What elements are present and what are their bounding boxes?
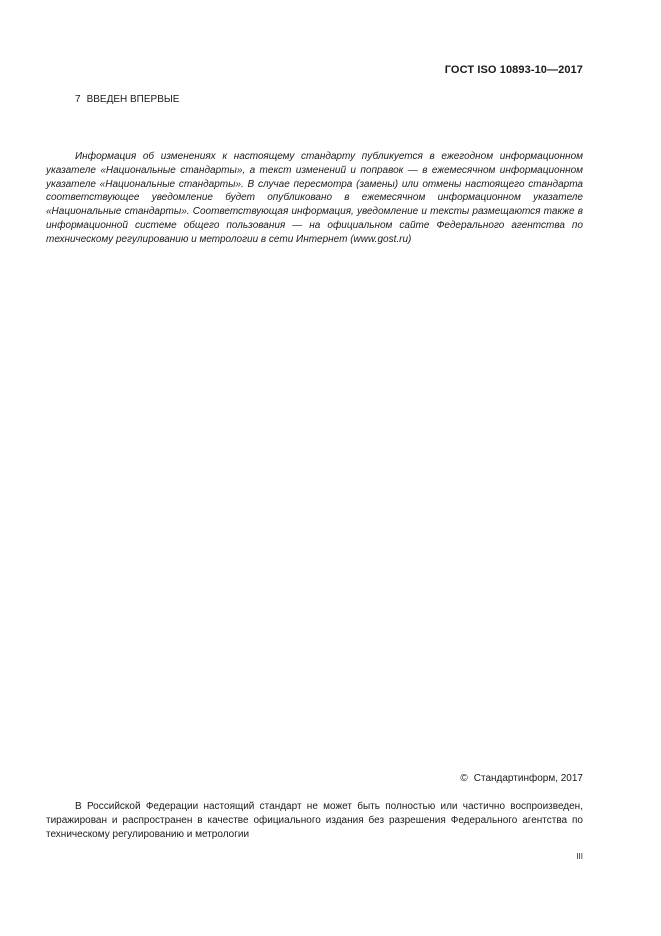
copyright-line xyxy=(460,773,583,784)
amendments-info-paragraph: Информация об изменениях к настоящему стандарту публикуется в ежегодном информационном указателе «Национальные стандарты», а текст изменений и поправок — в ежемесячном информационном указателе «Национальные стандарты». В случае пересмотра (замены) или отмены настоящего стандарта соответствующее уведомление будет опубликовано в ежемесячном информационном указателе «Национальные стандарты». Соответствующая информация, уведомление и тексты размещаются также в информационной системе общего пользования — на официальном сайте Федерального агентства по техническому регулированию и метрологии в сети Интернет (www.gost.ru) xyxy=(46,151,583,245)
document-code: ГОСТ ISO 10893-10—2017 xyxy=(444,64,583,76)
section-number: 7 xyxy=(75,94,81,105)
copyright-symbol: © xyxy=(460,773,468,784)
reproduction-rights-paragraph: В Российской Федерации настоящий стандарт не может быть полностью или частично воспроизведен, тиражирован и распространен в качестве официального издания без разрешения Федерального агентства по техническому регулированию и метрологии xyxy=(46,801,583,840)
section-text: ВВЕДЕН ВПЕРВЫЕ xyxy=(86,94,180,105)
copyright-text: Стандартинформ, 2017 xyxy=(473,773,583,784)
section-7 xyxy=(75,94,179,105)
page-number: III xyxy=(576,852,583,861)
